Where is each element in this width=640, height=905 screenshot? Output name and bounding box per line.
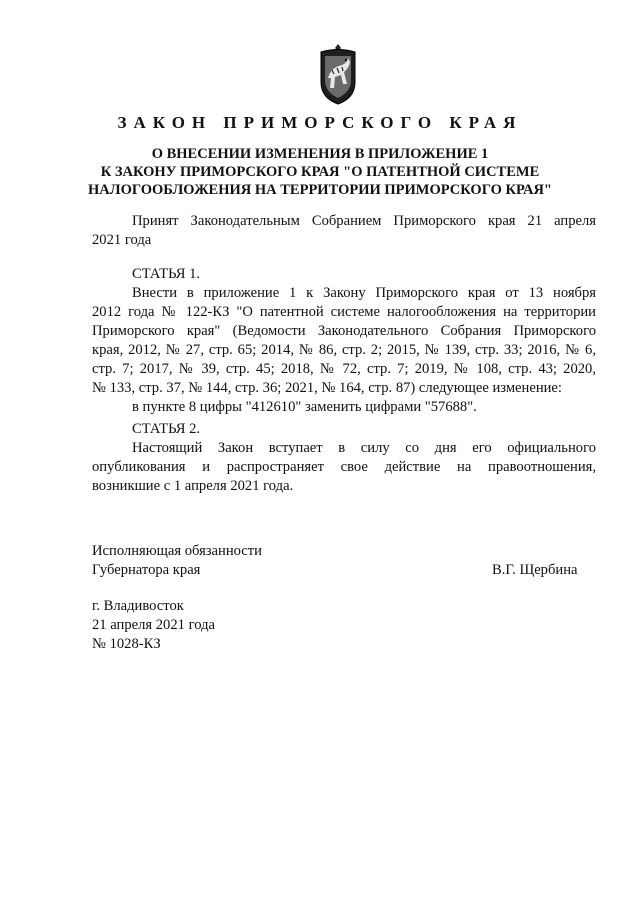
adoption-line: 2021 года [92,232,152,248]
law-subtitle [60,145,580,199]
adoption-line: Принят Законодательным Собранием Приморского края 21 апреля [132,213,596,229]
article-1-line: 2012 года № 122-КЗ "О патентной системе налогообложения на территории [92,304,596,320]
article-2 [92,420,596,496]
law-number: № 1028-КЗ [92,636,161,652]
adoption-paragraph [92,212,596,250]
article-1-line: стр. 7; 2017, № 39, стр. 45; 2018, № 72, стр. 7; 2019, № 108, стр. 43; 2020, [92,361,596,377]
law-title: ЗАКОН ПРИМОРСКОГО КРАЯ [117,113,523,132]
article-1-line: Приморского края" (Ведомости Законодательного Собрания Приморского [92,323,596,339]
coat-of-arms-icon [317,44,359,106]
article-1-line: края, 2012, № 27, стр. 65; 2014, № 86, стр. 2; 2015, № 139, стр. 33; 2016, № 6, [92,342,596,358]
subtitle-line: О ВНЕСЕНИИ ИЗМЕНЕНИЯ В ПРИЛОЖЕНИЕ 1 [151,146,489,162]
article-2-line: возникшие с 1 апреля 2021 года. [92,478,294,494]
signatory-position: Исполняющая обязанности [92,543,262,559]
article-1-line: № 133, стр. 37, № 144, стр. 36; 2021, № 164, стр. 87) следующее изменение: [92,380,562,396]
article-1-heading: СТАТЬЯ 1. [132,266,201,282]
article-1-line: Внести в приложение 1 к Закону Приморского края от 13 ноября [132,285,596,301]
place: г. Владивосток [92,598,184,614]
signatory-name: В.Г. Щербина [492,562,578,578]
subtitle-line: НАЛОГООБЛОЖЕНИЯ НА ТЕРРИТОРИИ ПРИМОРСКОГО КРАЯ" [88,182,552,198]
signatory-position-2: Губернатора края [92,562,201,578]
subtitle-line: К ЗАКОНУ ПРИМОРСКОГО КРАЯ "О ПАТЕНТНОЙ СИСТЕМЕ [100,164,540,180]
article-1-change: в пункте 8 цифры "412610" заменить цифрами "57688". [132,399,477,415]
article-2-line: опубликования и распространяет свое действие на правоотношения, [92,459,596,475]
article-2-line: Настоящий Закон вступает в силу со дня его официального [132,440,596,456]
article-2-heading: СТАТЬЯ 2. [132,421,201,437]
date: 21 апреля 2021 года [92,617,215,633]
article-1 [92,265,596,417]
